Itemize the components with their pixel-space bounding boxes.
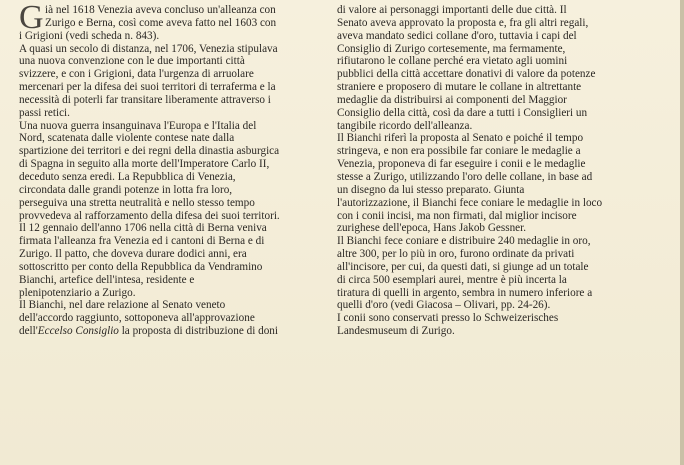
text-line: mercenari per la difesa dei suoi territori di terraferma e la xyxy=(19,81,276,94)
text-line: firmata l'alleanza fra Venezia ed i cantoni di Berna e di xyxy=(19,235,265,248)
text-line: medaglie da distribuirsi ai componenti del Maggior xyxy=(337,93,567,106)
text-line: plenipotenziario a Zurigo. xyxy=(19,286,136,299)
text-line: stesse a Zurigo, utilizzando l'oro delle collane, in base ad xyxy=(337,170,593,183)
text-line: spartizione dei territori e dei regni della dinastia asburgica xyxy=(19,145,280,158)
drop-cap: G xyxy=(19,0,44,36)
italic-title: Eccelso Consiglio xyxy=(37,325,119,338)
text-line: dell'accordo raggiunto, sottoponeva all'approvazione xyxy=(19,312,255,325)
text-line: Consiglio della città, così da dare a tutti i Consiglieri un xyxy=(337,106,588,119)
text-line: passi retici. xyxy=(19,106,70,119)
text-line: quelli d'oro (vedi Giacosa – Olivari, pp. 24-26). xyxy=(337,299,551,312)
text-line: Bianchi, artefice dell'intesa, residente e xyxy=(19,273,195,286)
text-line: con i conii incisi, ma non firmati, dal miglior incisore xyxy=(337,209,577,222)
text-line: zurighese dell'epoca, Hans Jakob Gessner. xyxy=(337,222,527,235)
text-line: svizzere, e con i Grigioni, data l'urgenza di arruolare xyxy=(19,68,254,81)
text-line: stringeva, e non era possibile far coniare le medaglie a xyxy=(337,145,581,158)
text-line: A quasi un secolo di distanza, nel 1706, Venezia stipulava xyxy=(19,42,278,55)
right-column xyxy=(337,4,667,338)
text-line: sottoscritto per conto della Repubblica da Vendramino xyxy=(19,260,263,273)
text-line: aveva mandato sedici collane d'oro, tuttavia i capi del xyxy=(337,29,577,42)
text-line: di Spagna in seguito alla morte dell'Imperatore Carlo II, xyxy=(19,158,270,171)
text-line: Il Bianchi, nel dare relazione al Senato veneto xyxy=(19,299,226,312)
text-line: di valore ai personaggi importanti delle due città. Il xyxy=(337,4,567,16)
text-line: rifiutarono le collane perché era vietato agli uomini xyxy=(337,55,568,68)
text-line: pubblici della città accettare donativi di valore da potenze xyxy=(337,68,596,81)
text-line: un disegno da lui stesso preparato. Giunta xyxy=(337,183,525,196)
text-line: l'autorizzazione, il Bianchi fece coniare le medaglie in loco xyxy=(337,196,603,209)
text-line: Landesmuseum di Zurigo. xyxy=(337,325,455,338)
text-line: tiratura di quelli in argento, sembra in numero inferiore a xyxy=(337,286,593,299)
text-line: Venezia, proponeva di far eseguire i conii e le medaglie xyxy=(337,158,586,171)
left-column xyxy=(19,0,327,338)
text-line: di circa 500 esemplari aurei, mentre è più incerta la xyxy=(337,273,567,286)
text-line: Zurigo. Il patto, che doveva durare dodici anni, era xyxy=(19,248,247,261)
text-line: deceduto senza eredi. La Repubblica di Venezia, xyxy=(19,170,236,183)
text-span: la proposta di distribuzione di doni xyxy=(118,325,278,338)
text-line: altre 300, per lo più in oro, furono ordinate da privati xyxy=(337,248,575,261)
text-line xyxy=(19,325,327,338)
text-line: tangibile ricordo dell'alleanza. xyxy=(337,119,473,132)
text-line: circondata dalle grandi potenze in lotta fra loro, xyxy=(19,183,233,196)
text-line: Il Bianchi riferì la proposta al Senato e poiché il tempo xyxy=(337,132,584,145)
text-line: Nord, scatenata dalle violente contese nate dalla xyxy=(19,132,235,145)
text-line: I conii sono conservati presso lo Schweizerisches xyxy=(337,312,559,325)
text-line: una nuova convenzione con le due importanti città xyxy=(19,55,245,68)
text-line: perseguiva una stretta neutralità e nello stesso tempo xyxy=(19,196,255,209)
text-line: necessità di poterli far transitare liberamente attraverso i xyxy=(19,93,271,106)
text-line: Il Bianchi fece coniare e distribuire 240 medaglie in oro, xyxy=(337,235,591,248)
text-span: dell' xyxy=(19,325,38,338)
text-line: Senato aveva approvato la proposta e, fra gli altri regali, xyxy=(337,16,589,29)
text-line: Una nuova guerra insanguinava l'Europa e l'Italia del xyxy=(19,119,257,132)
text-line: all'incisore, per cui, da questi dati, si giunge ad un totale xyxy=(337,260,589,273)
text-line: provvedeva al rafforzamento della difesa dei suoi territori. xyxy=(19,209,280,222)
text-line: ià nel 1618 Venezia aveva concluso un'alleanza con xyxy=(45,4,276,16)
text-line: Consiglio di Zurigo cortesemente, ma fermamente, xyxy=(337,42,566,55)
text-line: i Grigioni (vedi scheda n. 843). xyxy=(19,29,160,42)
text-line: Zurigo e Berna, così come aveva fatto nel 1603 con xyxy=(45,16,277,29)
text-line: Il 12 gennaio dell'anno 1706 nella città di Berna veniva xyxy=(19,222,267,235)
text-line: straniere e proposero di mutare le collane in altrettante xyxy=(337,81,582,94)
